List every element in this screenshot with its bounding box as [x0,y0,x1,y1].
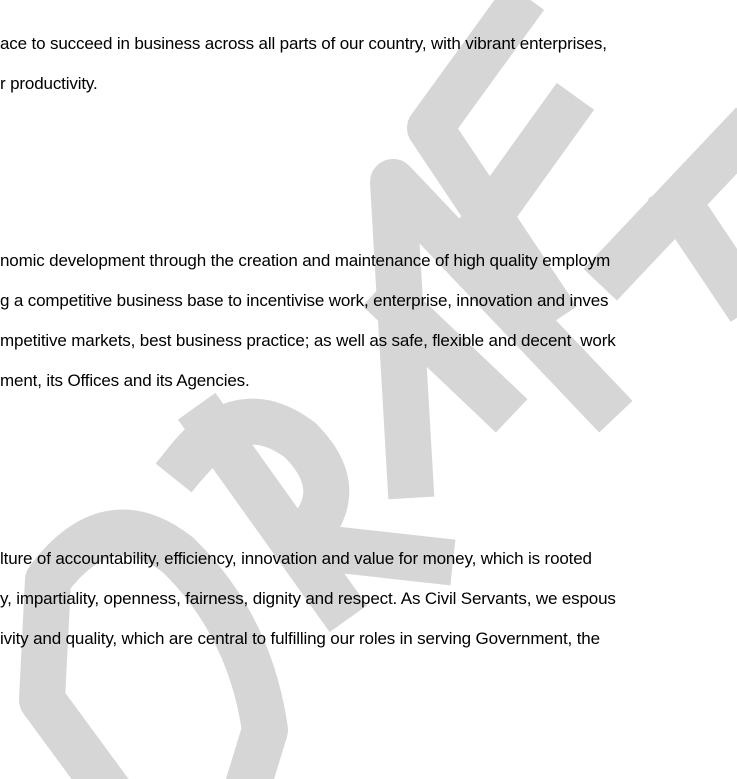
paragraph-3-line-3: ivity and quality, which are central to fulfilling our roles in serving Government, the [0,629,600,648]
paragraph-3-line-2: y, impartiality, openness, fairness, dignity and respect. As Civil Servants, we espous [0,589,616,608]
paragraph-2-line-4: ment, its Offices and its Agencies. [0,371,250,390]
paragraph-1-line-2: r productivity. [0,74,98,93]
paragraph-2-line-3: mpetitive markets, best business practice; as well as safe, flexible and decent work [0,331,616,350]
paragraph-1-line-1: ace to succeed in business across all parts of our country, with vibrant enterprises, [0,34,607,53]
paragraph-2-line-1: nomic development through the creation and maintenance of high quality employm [0,251,611,270]
paragraph-2-line-2: g a competitive business base to incentivise work, enterprise, innovation and inves [0,291,609,310]
paragraph-3-line-1: lture of accountability, efficiency, innovation and value for money, which is rooted [0,549,592,568]
